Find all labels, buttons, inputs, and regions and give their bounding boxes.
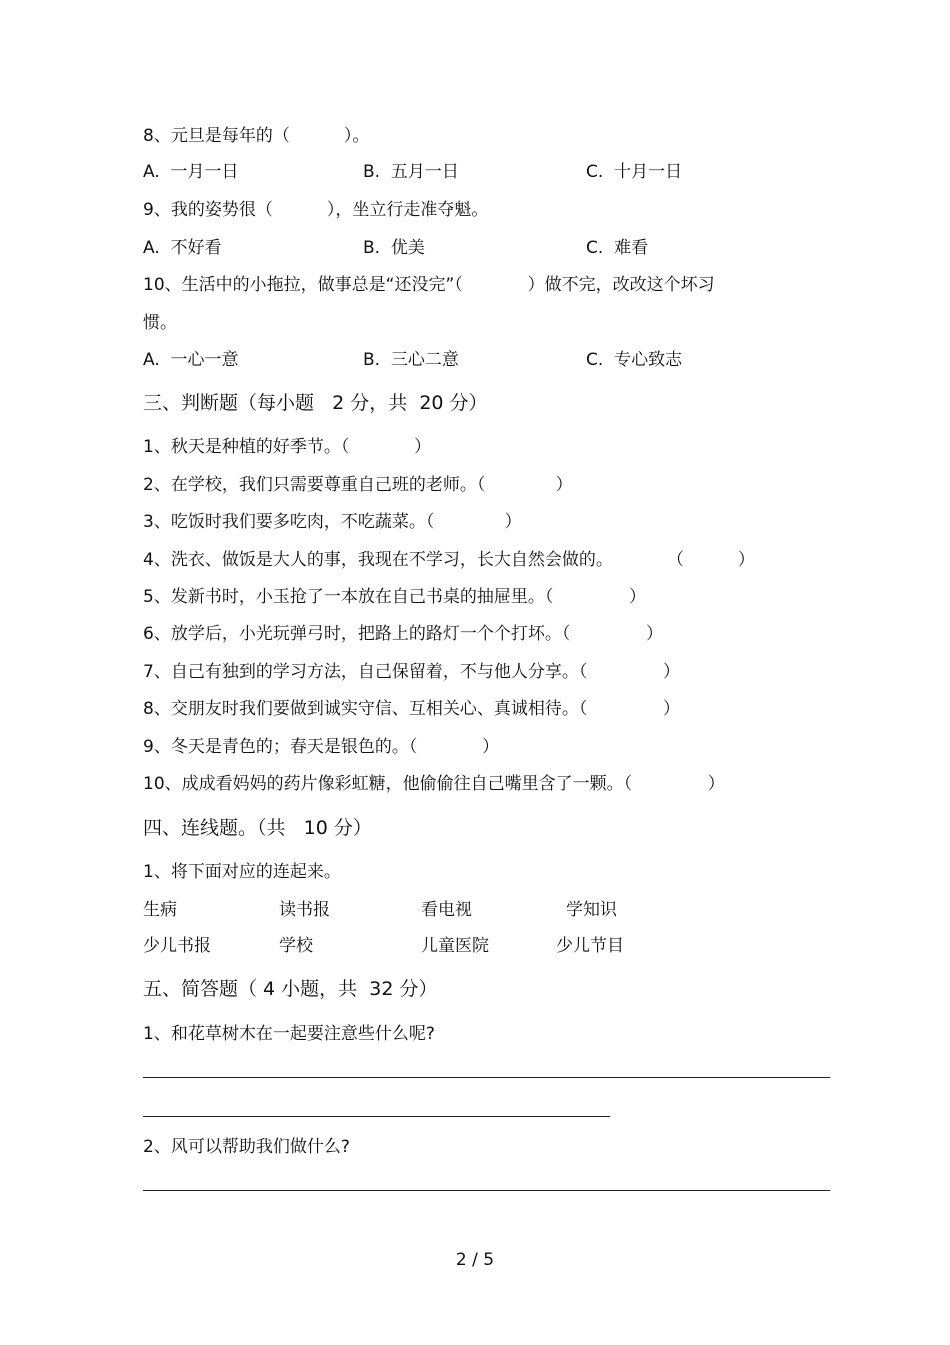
judge-item-2: 2、在学校，我们只需要尊重自己班的老师。（ ） [143, 475, 573, 495]
judge-item-4: 4、洗衣、做饭是大人的事，我现在不学习，长大自然会做的。 （ ） [143, 550, 755, 570]
judge-item-5: 5、发新书时，小玉抢了一本放在自己书桌的抽屉里。（ ） [143, 587, 646, 607]
section-5-title: 五、简答题（ 4 小题，共 32 分） [143, 978, 438, 1000]
match-row2-item: 儿童医院 [421, 936, 489, 956]
question-10-continued: 惯。 [143, 313, 177, 333]
answer-line [143, 1077, 830, 1078]
short-answer-question-1: 1、和花草树木在一起要注意些什么呢? [143, 1024, 435, 1044]
question-9: 9、我的姿势很（ ），坐立行走准夺魁。 [143, 200, 489, 220]
answer-line [143, 1116, 610, 1117]
q8-option-c: C. 十月一日 [586, 162, 683, 182]
match-row2-item: 少儿节目 [556, 936, 624, 956]
judge-item-3: 3、吃饭时我们要多吃肉，不吃蔬菜。（ ） [143, 512, 522, 532]
question-8: 8、元旦是每年的（ ）。 [143, 126, 370, 146]
matching-instruction: 1、将下面对应的连起来。 [143, 862, 341, 882]
judge-item-9: 9、冬天是青色的；春天是银色的。（ ） [143, 737, 500, 757]
judge-item-8: 8、交朋友时我们要做到诚实守信、互相关心、真诚相待。（ ） [143, 699, 680, 719]
match-row1-item: 学知识 [566, 900, 617, 920]
match-row1-item: 看电视 [421, 900, 472, 920]
answer-line [143, 1190, 830, 1191]
section-3-title: 三、判断题（每小题 2 分，共 20 分） [143, 392, 488, 414]
q8-option-b: B. 五月一日 [363, 162, 459, 182]
match-row2-item: 学校 [279, 936, 313, 956]
section-4-title: 四、连线题。（共 10 分） [143, 817, 372, 839]
match-row1-item: 生病 [143, 900, 177, 920]
judge-item-1: 1、秋天是种植的好季节。（ ） [143, 437, 432, 457]
question-10: 10、生活中的小拖拉，做事总是“还没完”（ ）做不完，改改这个坏习 [143, 275, 715, 295]
q9-option-b: B. 优美 [363, 238, 425, 258]
q9-option-c: C. 难看 [586, 238, 649, 258]
match-row2-item: 少儿书报 [143, 936, 211, 956]
q10-option-a: A. 一心一意 [143, 350, 239, 370]
short-answer-question-2: 2、风可以帮助我们做什么? [143, 1137, 350, 1157]
q10-option-b: B. 三心二意 [363, 350, 459, 370]
q9-option-a: A. 不好看 [143, 238, 222, 258]
match-row1-item: 读书报 [279, 900, 330, 920]
q8-option-a: A. 一月一日 [143, 162, 239, 182]
judge-item-10: 10、成成看妈妈的药片像彩虹糖，他偷偷往自己嘴里含了一颗。（ ） [143, 774, 725, 794]
judge-item-7: 7、自己有独到的学习方法，自己保留着，不与他人分享。（ ） [143, 662, 680, 682]
judge-item-6: 6、放学后，小光玩弹弓时，把路上的路灯一个个打坏。（ ） [143, 624, 663, 644]
q10-option-c: C. 专心致志 [586, 350, 683, 370]
page-number: 2 / 5 [455, 1250, 495, 1270]
